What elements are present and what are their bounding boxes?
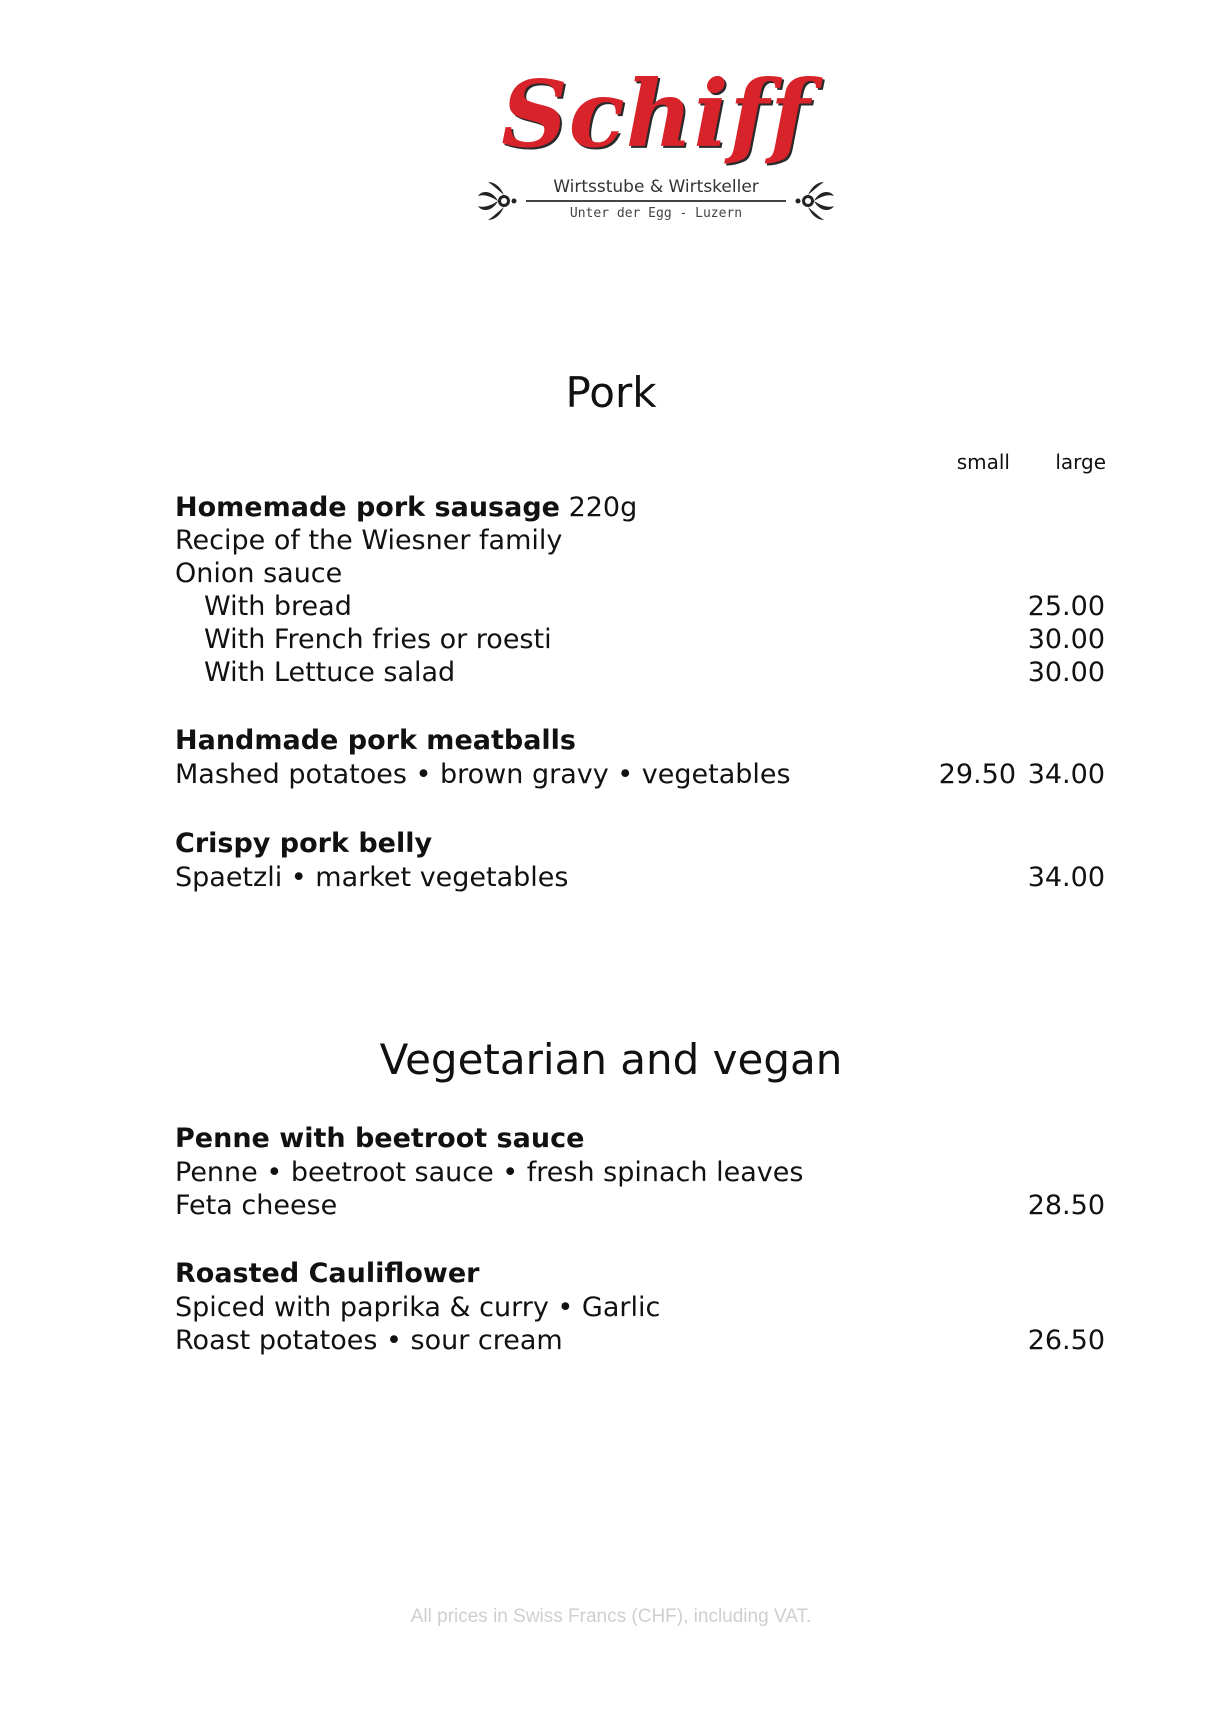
- column-header-large: large: [1055, 450, 1106, 474]
- logo-title: Schiff: [501, 60, 811, 168]
- dish-description: Mashed potatoes • brown gravy • vegetables: [175, 759, 791, 790]
- logo-subtitle: Wirtsstube & Wirtskeller: [547, 177, 765, 197]
- logo-location: Unter der Egg - Luzern: [569, 206, 743, 221]
- dish-description: Penne • beetroot sauce • fresh spinach leaves: [175, 1157, 804, 1188]
- dish-description: Onion sauce: [175, 558, 343, 589]
- price-large: 28.50: [1027, 1190, 1105, 1221]
- dish-description: Feta cheese: [175, 1190, 338, 1221]
- restaurant-logo: [471, 60, 841, 230]
- dish-description: Recipe of the Wiesner family: [175, 525, 563, 556]
- price-large: 34.00: [1027, 759, 1105, 790]
- column-header-small: small: [956, 450, 1010, 474]
- dish-title-cauliflower: [175, 1258, 479, 1290]
- dish-name: Roasted Cauliflower: [175, 1258, 480, 1289]
- dish-name: Handmade pork meatballs: [175, 725, 577, 756]
- dish-name: Homemade pork sausage: [175, 492, 560, 523]
- section-title-vegetarian: Vegetarian and vegan: [379, 1035, 843, 1084]
- section-title-pork: Pork: [565, 368, 657, 417]
- price-large: 25.00: [1027, 591, 1105, 622]
- price-large: 26.50: [1027, 1325, 1105, 1356]
- price-large: 30.00: [1027, 624, 1105, 655]
- price-large: 30.00: [1027, 657, 1105, 688]
- dish-option-label: With bread: [204, 591, 352, 622]
- ornament-left-icon: [474, 176, 520, 226]
- dish-description: Spiced with paprika & curry • Garlic: [175, 1292, 661, 1323]
- dish-name: Penne with beetroot sauce: [175, 1123, 585, 1154]
- dish-title-meatballs: [175, 725, 576, 757]
- dish-title-sausage: [175, 492, 637, 524]
- dish-description: Spaetzli • market vegetables: [175, 862, 569, 893]
- dish-option-label: With French fries or roesti: [204, 624, 552, 655]
- dish-title-pork-belly: [175, 828, 432, 860]
- price-footnote: All prices in Swiss Francs (CHF), including VAT.: [410, 1606, 812, 1627]
- price-large: 34.00: [1027, 862, 1105, 893]
- price-small: 29.50: [938, 759, 1016, 790]
- logo-divider: [526, 200, 786, 202]
- dish-weight: 220g: [559, 492, 638, 523]
- ornament-right-icon: [792, 176, 838, 226]
- dish-name: Crispy pork belly: [175, 828, 433, 859]
- dish-description: Roast potatoes • sour cream: [175, 1325, 563, 1356]
- dish-option-label: With Lettuce salad: [204, 657, 456, 688]
- dish-title-penne: [175, 1123, 584, 1155]
